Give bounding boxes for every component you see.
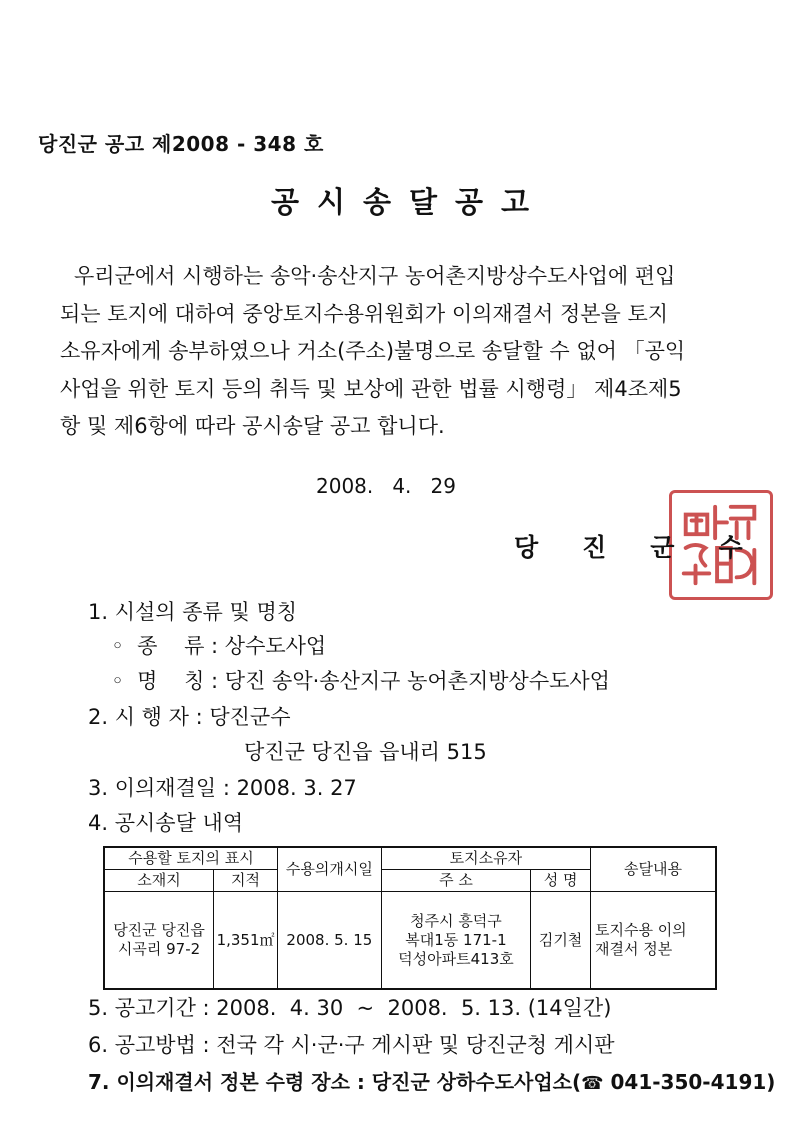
notice-body bbox=[60, 258, 750, 446]
address-line: 복대1동 171-1 bbox=[405, 930, 507, 949]
body-line: 소유자에게 송부하였으나 거소(주소)불명으로 송달할 수 없어 「공익 bbox=[60, 339, 686, 363]
location-line: 당진군 당진읍 bbox=[113, 921, 205, 939]
pickup-phone: 041-350-4191) bbox=[603, 1070, 776, 1094]
address-cell bbox=[381, 892, 530, 990]
area-header: 지적 bbox=[214, 870, 278, 892]
content-line: 재결서 정본 bbox=[594, 940, 673, 958]
content-cell bbox=[590, 892, 716, 990]
owner-name-cell: 김기철 bbox=[531, 892, 591, 990]
content-header: 송달내용 bbox=[590, 847, 716, 892]
start-date-header: 수용의개시일 bbox=[278, 847, 382, 892]
service-heading: 4. 공시송달 내역 bbox=[88, 811, 244, 835]
name-header: 성 명 bbox=[531, 870, 591, 892]
notice-date: 2008. 4. 29 bbox=[316, 474, 456, 498]
address-line: 청주시 흥덕구 bbox=[410, 911, 502, 930]
table-row bbox=[104, 892, 716, 990]
notice-method: 6. 공고방법 : 전국 각 시·군·구 게시판 및 당진군청 게시판 bbox=[88, 1033, 615, 1057]
address-header: 주 소 bbox=[381, 870, 530, 892]
address-line: 덕성아파트413호 bbox=[398, 949, 514, 968]
area-cell: 1,351㎡ bbox=[214, 892, 278, 990]
document-title: 공시송달공고 bbox=[270, 185, 548, 219]
location-header: 소재지 bbox=[104, 870, 214, 892]
facility-name: ◦ 명 칭 : 당진 송악·송산지구 농어촌지방상수도사업 bbox=[98, 669, 610, 693]
operator-address: 당진군 당진읍 읍내리 515 bbox=[244, 740, 487, 764]
phone-icon: ☎ bbox=[581, 1073, 604, 1094]
service-detail-table bbox=[103, 846, 717, 990]
facility-type: ◦ 종 류 : 상수도사업 bbox=[98, 634, 327, 658]
decision-date: 3. 이의재결일 : 2008. 3. 27 bbox=[88, 776, 357, 800]
pickup-label: 7. 이의재결서 정본 수령 장소 : 당진군 상하수도사업소( bbox=[88, 1070, 582, 1094]
notice-period: 5. 공고기간 : 2008. 4. 30 ~ 2008. 5. 13. (14일간) bbox=[88, 996, 612, 1020]
content-line: 토지수용 이의 bbox=[594, 921, 687, 939]
land-group-header: 수용할 토지의 표시 bbox=[104, 847, 278, 870]
location-cell bbox=[104, 892, 214, 990]
body-line: 사업을 위한 토지 등의 취득 및 보상에 관한 법률 시행령」 제4조제5 bbox=[60, 376, 682, 401]
body-line: 되는 토지에 대하여 중앙토지수용위원회가 이의재결서 정본을 토지 bbox=[60, 301, 669, 326]
facility-heading: 1. 시설의 종류 및 명칭 bbox=[88, 600, 298, 624]
start-date-cell: 2008. 5. 15 bbox=[278, 892, 382, 990]
body-line: 항 및 제6항에 따라 공시송달 공고 합니다. bbox=[60, 414, 445, 438]
notice-number: 당진군 공고 제2008 - 348 호 bbox=[38, 132, 324, 156]
location-line: 시곡리 97-2 bbox=[117, 940, 201, 958]
body-line: 우리군에서 시행하는 송악·송산지구 농어촌지방상수도사업에 편입 bbox=[74, 264, 676, 288]
table-header-row bbox=[104, 847, 716, 870]
issuer-name: 당진군수 bbox=[514, 533, 787, 562]
operator: 2. 시 행 자 : 당진군수 bbox=[88, 705, 291, 729]
owner-group-header: 토지소유자 bbox=[381, 847, 590, 870]
pickup-location bbox=[88, 1066, 775, 1095]
